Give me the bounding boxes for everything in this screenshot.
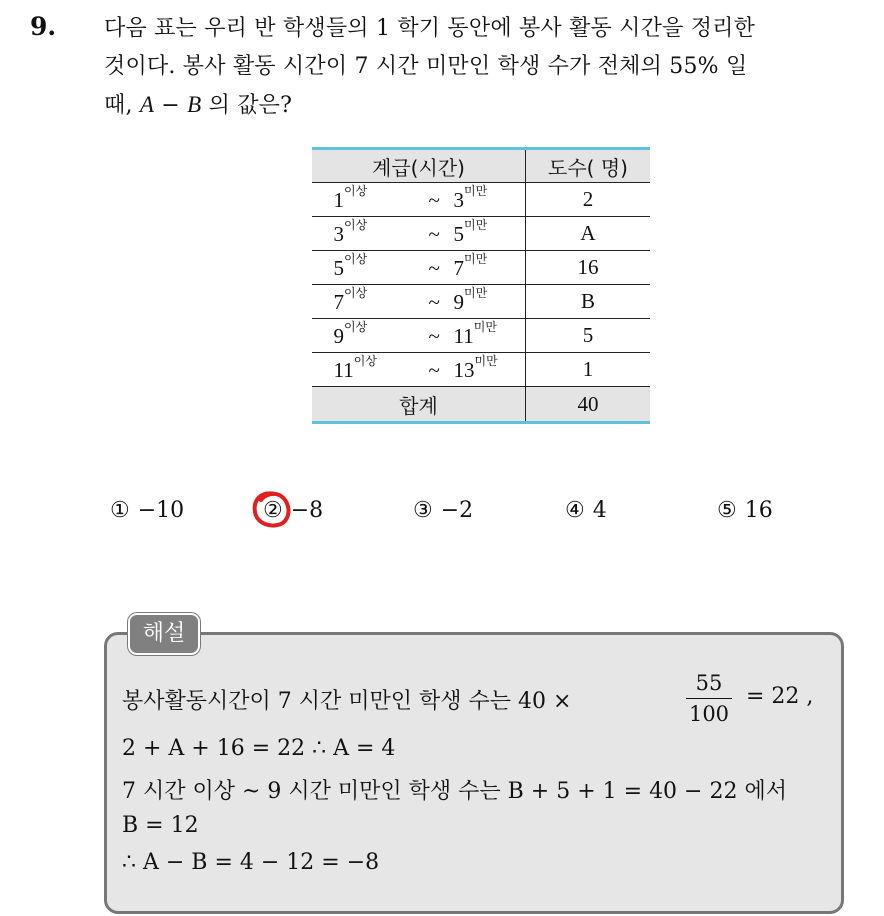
frequency-table (312, 147, 650, 424)
option-number: ⑤ (717, 498, 737, 523)
frequency-value: 2 (526, 183, 651, 217)
tilde: ~ (428, 358, 440, 382)
table-header-row (312, 149, 650, 183)
question-line3-suffix: 의 값은? (201, 93, 293, 118)
class-range (312, 353, 526, 387)
option-value: −8 (290, 498, 324, 523)
total-label: 합계 (312, 387, 526, 423)
option-value: 4 (592, 498, 607, 523)
option-number: ② (263, 498, 283, 523)
tilde: ~ (428, 324, 440, 348)
selected-answer-mark (251, 490, 293, 530)
fraction-numerator: 55 (695, 671, 723, 695)
lower-label: 미만 (464, 286, 488, 300)
table-total-row (312, 387, 650, 423)
var-a: A (139, 92, 155, 117)
table-row (312, 217, 650, 251)
range-upper: 5 (453, 222, 464, 246)
lower-label: 미만 (464, 218, 488, 232)
answer-option-5[interactable] (717, 498, 773, 523)
upper-label: 이상 (344, 320, 368, 334)
answer-option-3[interactable] (413, 498, 473, 523)
option-value: −10 (137, 498, 185, 523)
tilde: ~ (428, 222, 440, 246)
lower-label: 미만 (464, 184, 488, 198)
solution-line-2: 2 + A + 16 = 22 ∴ A = 4 (122, 736, 396, 761)
option-number: ④ (565, 498, 585, 523)
solution-line-3: 7 시간 이상 ~ 9 시간 미만인 학생 수는 B + 5 + 1 = 40 − 22 에서 (122, 779, 787, 804)
answer-option-1[interactable] (110, 498, 184, 523)
range-upper: 3 (453, 188, 464, 212)
frequency-value: 5 (526, 319, 651, 353)
tilde: ~ (428, 188, 440, 212)
minus-sign: − (154, 93, 188, 118)
solution-line-5: ∴ A − B = 4 − 12 = −8 (122, 850, 380, 875)
question-text-line-3 (104, 90, 292, 121)
header-class: 계급(시간) (312, 149, 526, 183)
range-lower: 1 (333, 188, 344, 212)
range-lower: 11 (333, 358, 354, 382)
lower-label: 미만 (464, 252, 488, 266)
question-line3-prefix: 때, (104, 93, 133, 118)
lower-label: 미만 (473, 320, 497, 334)
class-range (312, 183, 526, 217)
upper-label: 이상 (344, 184, 368, 198)
lower-label: 미만 (474, 354, 498, 368)
option-value: 16 (744, 498, 773, 523)
question-text-line-2: 것이다. 봉사 활동 시간이 7 시간 미만인 학생 수가 전체의 55% 일 (104, 54, 748, 79)
upper-label: 이상 (344, 286, 368, 300)
answer-option-4[interactable] (565, 498, 607, 523)
option-number: ③ (413, 498, 433, 523)
var-b: B (187, 92, 202, 117)
upper-label: 이상 (344, 252, 368, 266)
range-upper: 7 (453, 256, 464, 280)
question-text-line-1: 다음 표는 우리 반 학생들의 1 학기 동안에 봉사 활동 시간을 정리한 (104, 16, 756, 41)
class-range (312, 251, 526, 285)
fraction-denominator: 100 (688, 702, 730, 726)
solution-line-1: 봉사활동시간이 7 시간 미만인 학생 수는 40 × (122, 689, 572, 714)
table-row (312, 251, 650, 285)
upper-label: 이상 (344, 218, 368, 232)
class-range (312, 319, 526, 353)
solution-tab: 해설 (128, 613, 200, 655)
option-number: ① (110, 498, 130, 523)
solution-line-1-result: = 22 , (746, 684, 814, 709)
option-value: −2 (440, 498, 474, 523)
fraction-bar (686, 698, 732, 699)
total-value: 40 (526, 387, 651, 423)
frequency-value: 16 (526, 251, 651, 285)
table-row (312, 183, 650, 217)
range-lower: 9 (333, 324, 344, 348)
range-lower: 3 (333, 222, 344, 246)
table-row (312, 285, 650, 319)
fraction (686, 670, 732, 727)
range-upper: 9 (453, 290, 464, 314)
question-number: 9. (30, 12, 57, 41)
range-upper: 11 (453, 324, 474, 348)
header-frequency: 도수( 명) (526, 149, 651, 183)
range-lower: 5 (333, 256, 344, 280)
frequency-value: A (526, 217, 651, 251)
upper-label: 이상 (353, 354, 377, 368)
tilde: ~ (428, 256, 440, 280)
range-lower: 7 (333, 290, 344, 314)
frequency-value: B (526, 285, 651, 319)
class-range (312, 217, 526, 251)
table-row (312, 353, 650, 387)
tilde: ~ (428, 290, 440, 314)
range-upper: 13 (453, 358, 475, 382)
solution-line-4: B = 12 (122, 813, 199, 838)
table-row (312, 319, 650, 353)
frequency-value: 1 (526, 353, 651, 387)
class-range (312, 285, 526, 319)
